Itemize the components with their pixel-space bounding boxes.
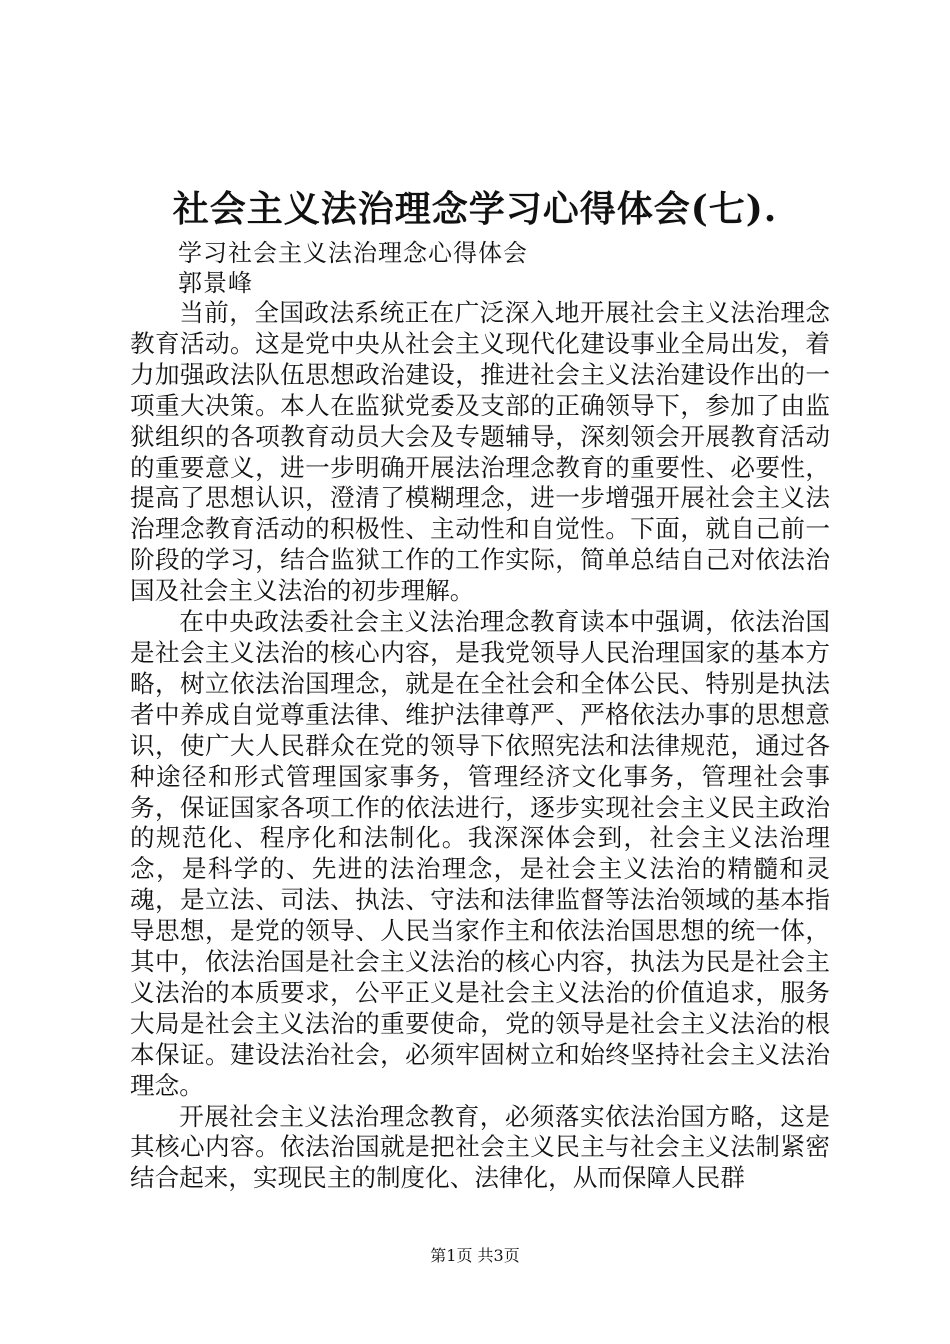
page-footer: 第1页 共3页 <box>430 1246 520 1265</box>
body-paragraph: 当前，全国政法系统正在广泛深入地开展社会主义法治理念教育活动。这是党中央从社会主义现代化建设事业全局出发，着力加强政法队伍思想政治建设，推进社会主义法治建设作出的一项重大决策。本人在监狱党委及支部的正确领导下，参加了由监狱组织的各项教育动员大会及专题辅导，深刻领会开展教育活动的重要意义，进一步明确开展法治理念教育的重要性、必要性，提高了思想认识，澄清了模糊理念，进一步增强开展社会主义法治理念教育活动的积极性、主动性和自觉性。下面，就自己前一阶段的学习，结合监狱工作的工作实际，简单总结自己对依法治国及社会主义法治的初步理解。 <box>130 298 830 606</box>
document-title: 社会主义法治理念学习心得体会(七). <box>172 188 778 230</box>
body-paragraph: 开展社会主义法治理念教育，必须落实依法治国方略，这是其核心内容。依法治国就是把社会主义民主与社会主义法制紧密结合起来，实现民主的制度化、法律化，从而保障人民群 <box>130 1101 830 1193</box>
document-subtitle: 学习社会主义法治理念心得体会 <box>178 239 528 267</box>
body-paragraph: 在中央政法委社会主义法治理念教育读本中强调，依法治国是社会主义法治的核心内容，是我党领导人民治理国家的基本方略，树立依法治国理念，就是在全社会和全体公民、特别是执法者中养成自觉尊重法律、维护法律尊严、严格依法办事的思想意识，使广大人民群众在党的领导下依照宪法和法律规范，通过各种途径和形式管理国家事务，管理经济文化事务，管理社会事务，保证国家各项工作的依法进行，逐步实现社会主义民主政治的规范化、程序化和法制化。我深深体会到，社会主义法治理念，是科学的、先进的法治理念，是社会主义法治的精髓和灵魂，是立法、司法、执法、守法和法律监督等法治领域的基本指导思想，是党的领导、人民当家作主和依法治国思想的统一体，其中，依法治国是社会主义法治的核心内容，执法为民是社会主义法治的本质要求，公平正义是社会主义法治的价值追求，服务大局是社会主义法治的重要使命，党的领导是社会主义法治的根本保证。建设法治社会，必须牢固树立和始终坚持社会主义法治理念。 <box>130 607 830 1100</box>
document-body <box>130 298 830 1194</box>
document-author: 郭景峰 <box>178 269 253 297</box>
